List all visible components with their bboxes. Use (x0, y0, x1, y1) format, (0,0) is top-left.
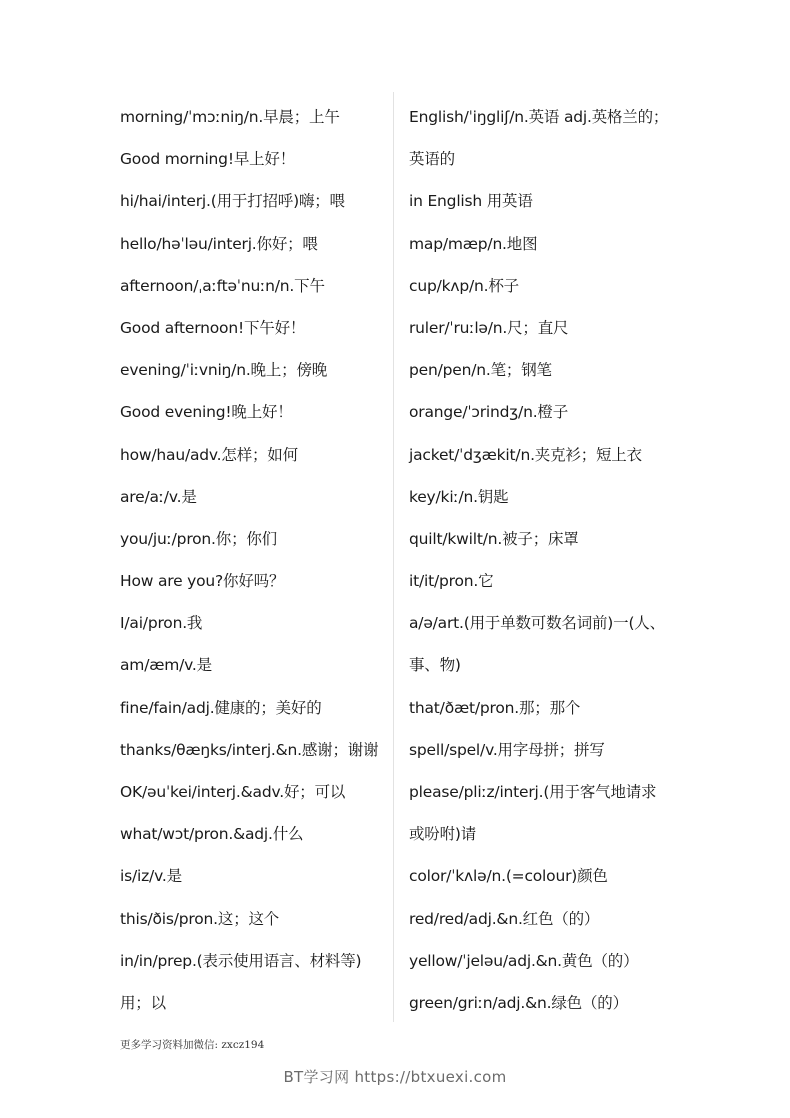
vocab-line: Good evening!晚上好！ (120, 403, 293, 422)
vocab-line: orange/ˈɔrindʒ/n.橙子 (409, 403, 569, 422)
vocab-line: what/wɔt/pron.&adj.什么 (120, 825, 304, 844)
vocab-line: it/it/pron.它 (409, 572, 494, 591)
vocab-line: a/ə/art.(用于单数可数名词前)一(人、 (409, 614, 665, 633)
vocab-line: hi/hai/interj.(用于打招呼)嗨；喂 (120, 192, 345, 211)
vocab-line: morning/ˈmɔːniŋ/n.早晨；上午 (120, 108, 340, 126)
vocab-line: color/ˈkʌlə/n.(=colour)颜色 (409, 867, 608, 886)
vocab-line: Good afternoon!下午好！ (120, 318, 306, 337)
vocab-line: fine/fain/adj.健康的；美好的 (120, 698, 322, 717)
vocab-line: spell/spel/v.用字母拼；拼写 (409, 740, 605, 759)
vocab-line: 用；以 (120, 993, 166, 1012)
vocab-line: 英语的 (409, 150, 455, 169)
vocab-line: key/kiː/n.钥匙 (409, 487, 509, 506)
column-divider (393, 92, 394, 1022)
vocab-line: evening/ˈiːvniŋ/n.晚上；傍晚 (120, 361, 328, 380)
vocab-line: afternoon/ˌaːftəˈnuːn/n.下午 (120, 276, 325, 295)
vocab-line: pen/pen/n.笔；钢笔 (409, 361, 552, 380)
vocab-line: are/aː/v.是 (120, 487, 197, 506)
site-watermark: BT学习网 https://btxuexi.com (283, 1068, 507, 1086)
vocab-line: red/red/adj.&n.红色（的） (409, 909, 600, 928)
vocab-line: jacket/ˈdʒækit/n.夹克衫；短上衣 (409, 445, 642, 464)
vocab-line: you/juː/pron.你；你们 (120, 529, 277, 548)
vocab-line: yellow/ˈjeləu/adj.&n.黄色（的） (409, 951, 639, 970)
vocab-line: map/mæp/n.地图 (409, 234, 538, 253)
vocab-line: is/iz/v.是 (120, 867, 182, 886)
vocab-line: thanks/θæŋks/interj.&n.感谢；谢谢 (120, 740, 379, 759)
vocab-line: 或吩咐)请 (409, 825, 477, 844)
vocab-line: hello/həˈləu/interj.你好；喂 (120, 234, 318, 253)
vocab-line: in English 用英语 (409, 192, 533, 211)
vocab-line: cup/kʌp/n.杯子 (409, 276, 519, 295)
vocab-line: how/hau/adv.怎样；如何 (120, 445, 298, 464)
vocab-line: that/ðæt/pron.那；那个 (409, 698, 581, 717)
vocab-line: OK/əuˈkei/interj.&adv.好；可以 (120, 783, 346, 801)
footer-note: 更多学习资料加微信: zxcz194 (120, 1039, 265, 1051)
vocab-line: please/pliːz/interj.(用于客气地请求 (409, 783, 657, 801)
vocab-line: English/ˈiŋgliʃ/n.英语 adj.英格兰的； (409, 108, 669, 126)
vocabulary-column-left (120, 96, 388, 1024)
vocab-line: green/griːn/adj.&n.绿色（的） (409, 993, 628, 1012)
vocab-line: 事、物) (409, 656, 461, 675)
vocab-line: in/in/prep.(表示使用语言、材料等) (120, 951, 362, 970)
vocab-line: How are you?你好吗？ (120, 572, 285, 591)
vocab-line: Good morning!早上好！ (120, 150, 296, 169)
vocab-line: ruler/ˈruːlə/n.尺；直尺 (409, 318, 569, 337)
vocab-line: quilt/kwilt/n.被子；床罩 (409, 529, 579, 548)
vocabulary-column-right (409, 96, 699, 1024)
vocab-line: I/ai/pron.我 (120, 614, 203, 633)
vocab-line: am/æm/v.是 (120, 656, 212, 675)
vocab-line: this/ðis/pron.这；这个 (120, 909, 280, 928)
